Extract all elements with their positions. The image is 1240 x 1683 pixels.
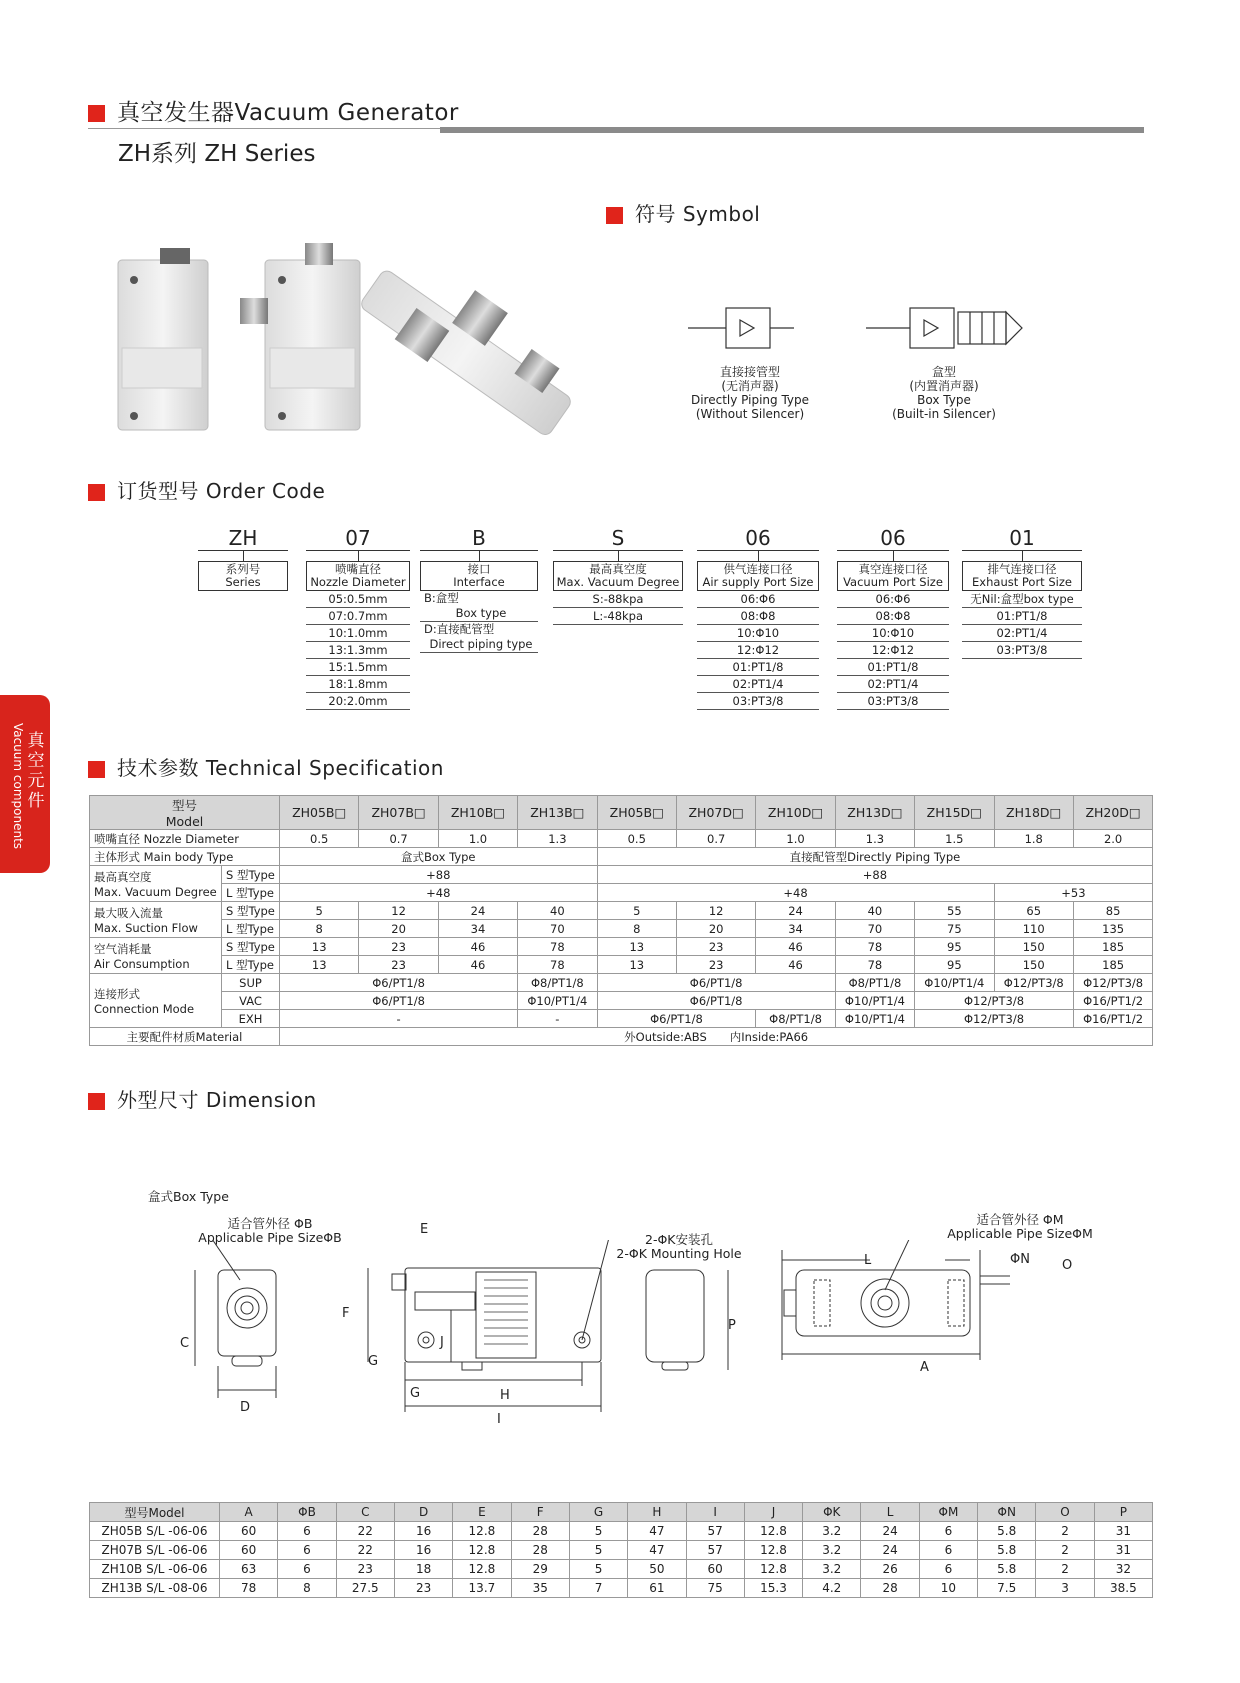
option: 06:Φ6: [697, 591, 819, 608]
option: S:-88kpa: [553, 591, 683, 608]
option: 无Nil:盒型box type: [962, 591, 1082, 608]
dim-label-d: D: [240, 1400, 251, 1415]
order-col-series: ZH 系列号 Series: [198, 525, 288, 591]
box-type-photo-2: [240, 243, 360, 430]
red-square-icon: [88, 105, 105, 122]
order-col-vacuum-degree: S 最高真空度 Max. Vacuum Degree S:-88kpa L:-48kpa: [553, 525, 683, 625]
option: 10:Φ10: [837, 625, 949, 642]
option: 02:PT1/4: [697, 676, 819, 693]
product-photos: [110, 238, 600, 438]
symbol-box-label: 盒型 (内置消声器) Box Type (Built-in Silencer): [892, 365, 996, 421]
table-row: ZH07B S/L -06-06 60 6 22 16 12.8 28 5 47 57 12.8 3.2 24 6 5.8 2 31: [90, 1541, 1153, 1560]
page-title: 真空发生器Vacuum Generator: [88, 94, 459, 127]
red-square-icon: [88, 761, 105, 778]
dim-label-g: G: [410, 1386, 421, 1401]
table-row: L 型Type 13 23 46 78 13 23 46 78 95 150 185: [90, 956, 1153, 974]
option: 07:0.7mm: [306, 608, 410, 625]
option: 10:Φ10: [697, 625, 819, 642]
option: 01:PT1/8: [837, 659, 949, 676]
order-col-exhaust-port: 01 排气连接口径 Exhaust Port Size 无Nil:盒型box type 01:PT1/8 02:PT1/4 03:PT3/8: [962, 525, 1082, 659]
table-row: ZH13B S/L -08-06 78 8 27.5 23 13.7 35 7 61 75 15.3 4.2 28 10 7.5 3 38.5: [90, 1579, 1153, 1598]
dim-label-c: C: [180, 1336, 190, 1351]
mounting-hole-label: 2-ΦK安装孔 2-ΦK Mounting Hole: [616, 1232, 742, 1261]
order-code-heading: 订货型号 Order Code: [88, 475, 325, 504]
table-row: 最大吸入流量 Max. Suction Flow S 型Type 5 12 24 40 5 12 24 40 55 65 85: [90, 902, 1153, 920]
table-row: VAC Φ6/PT1/8 Φ10/PT1/4 Φ6/PT1/8 Φ10/PT1/4 Φ12/PT3/8 Φ16/PT1/2: [90, 992, 1153, 1010]
pipe-b-label: 适合管外径 ΦB Applicable Pipe SizeΦB: [198, 1216, 342, 1245]
pipe-m-label: 适合管外径 ΦM Applicable Pipe SizeΦM: [947, 1212, 1093, 1241]
table-row: 型号Model A ΦB C D E F G H I J ΦK L ΦM ΦN O P: [90, 1503, 1153, 1522]
option: L:-48kpa: [553, 608, 683, 625]
spec-heading: 技术参数 Technical Specification: [88, 752, 444, 781]
dim-label-h: H: [500, 1388, 510, 1403]
front-view-drawing: [646, 1270, 728, 1370]
table-row: 连接形式 Connection Mode SUP Φ6/PT1/8 Φ8/PT1/8 Φ6/PT1/8 Φ8/PT1/8 Φ10/PT1/4 Φ12/PT3/8 Φ12/PT3/8: [90, 974, 1153, 992]
table-row: 空气消耗量 Air Consumption S 型Type 13 23 46 78 13 23 46 78 95 150 185: [90, 938, 1153, 956]
option: 13:1.3mm: [306, 642, 410, 659]
table-row: EXH - - Φ6/PT1/8 Φ8/PT1/8 Φ10/PT1/4 Φ12/PT3/8 Φ16/PT1/2: [90, 1010, 1153, 1028]
option: 03:PT3/8: [837, 693, 949, 710]
table-row: 喷嘴直径 Nozzle Diameter 0.5 0.7 1.0 1.3 0.5 0.7 1.0 1.3 1.5 1.8 2.0: [90, 830, 1153, 848]
order-col-vacuum-port: 06 真空连接口径 Vacuum Port Size 06:Φ6 08:Φ8 10:Φ10 12:Φ12 01:PT1/8 02:PT1/4 03:PT3/8: [837, 525, 949, 710]
symbol-direct-label: 直接接管型 (无消声器) Directly Piping Type (Without Silencer): [690, 365, 810, 421]
dim-label-i: I: [497, 1412, 501, 1427]
order-col-nozzle: 07 喷嘴直径 Nozzle Diameter 05:0.5mm 07:0.7mm 10:1.0mm 13:1.3mm 15:1.5mm 18:1.8mm 20:2.0mm: [306, 525, 410, 710]
order-col-interface: B 接口 Interface B:盒型 Box type D:直接配管型 Direct piping type: [420, 525, 538, 653]
side-view-drawing: [368, 1240, 610, 1412]
box-type-label: 盒式Box Type: [148, 1189, 229, 1204]
direct-piping-symbol: [688, 308, 794, 348]
option: 12:Φ12: [837, 642, 949, 659]
dim-label-n: ΦN: [1010, 1252, 1030, 1267]
spec-table: [89, 795, 1153, 1046]
red-square-icon: [88, 1093, 105, 1110]
dim-label-l: L: [864, 1253, 872, 1268]
side-tab: 真空元件 Vacuum components: [0, 695, 50, 873]
option: 05:0.5mm: [306, 591, 410, 608]
option: 02:PT1/4: [837, 676, 949, 693]
order-col-air-supply: 06 供气连接口径 Air supply Port Size 06:Φ6 08:Φ8 10:Φ10 12:Φ12 01:PT1/8 02:PT1/4 03:PT3/8: [697, 525, 819, 710]
dim-label-g-left: G: [368, 1354, 379, 1369]
symbol-heading: 符号 Symbol: [606, 198, 760, 227]
symbol-diagrams: [688, 300, 1088, 360]
option: 01:PT1/8: [962, 608, 1082, 625]
dim-label-j: J: [440, 1335, 444, 1350]
option: 10:1.0mm: [306, 625, 410, 642]
table-row: 型号 Model ZH05B□ ZH07B□ ZH10B□ ZH13B□ ZH05B□ ZH07D□ ZH10D□ ZH13D□ ZH15D□ ZH18D□ ZH20D□: [90, 796, 1153, 830]
table-row: ZH05B S/L -06-06 60 6 22 16 12.8 28 5 47 57 12.8 3.2 24 6 5.8 2 31: [90, 1522, 1153, 1541]
table-row: 最高真空度 Max. Vacuum Degree S 型Type +88 +88: [90, 866, 1153, 884]
dimension-table: [89, 1502, 1153, 1598]
dimension-heading: 外型尺寸 Dimension: [88, 1084, 317, 1113]
option: 12:Φ12: [697, 642, 819, 659]
option: 01:PT1/8: [697, 659, 819, 676]
table-row: ZH10B S/L -06-06 63 6 23 18 12.8 29 5 50 60 12.8 3.2 26 6 5.8 2 32: [90, 1560, 1153, 1579]
series-title: ZH系列 ZH Series: [118, 141, 316, 167]
dim-label-p: P: [728, 1318, 736, 1333]
dim-label-o: O: [1062, 1258, 1073, 1273]
box-type-photo-1: [118, 248, 208, 430]
direct-piping-type-photo: [359, 268, 574, 438]
option: 08:Φ8: [697, 608, 819, 625]
option: 06:Φ6: [837, 591, 949, 608]
red-square-icon: [88, 484, 105, 501]
table-row: L 型Type 8 20 34 70 8 20 34 70 75 110 135: [90, 920, 1153, 938]
option: 20:2.0mm: [306, 693, 410, 710]
inline-view-drawing: [782, 1240, 1010, 1360]
red-square-icon: [606, 207, 623, 224]
dim-label-f: F: [342, 1306, 350, 1321]
option: 08:Φ8: [837, 608, 949, 625]
option: 15:1.5mm: [306, 659, 410, 676]
dimension-drawings: [170, 1240, 1100, 1440]
box-type-symbol: [866, 308, 1022, 348]
dim-label-a: A: [920, 1360, 929, 1375]
option: 18:1.8mm: [306, 676, 410, 693]
option: 03:PT3/8: [697, 693, 819, 710]
table-row: 主要配件材质Material 外Outside:ABS 内Inside:PA66: [90, 1028, 1153, 1046]
option: 02:PT1/4: [962, 625, 1082, 642]
dim-label-e: E: [420, 1222, 429, 1237]
option: 03:PT3/8: [962, 642, 1082, 659]
end-view-drawing: [195, 1240, 276, 1398]
table-row: 主体形式 Main body Type 盒式Box Type 直接配管型Directly Piping Type: [90, 848, 1153, 866]
header-bar: [440, 127, 1144, 133]
table-row: L 型Type +48 +48 +53: [90, 884, 1153, 902]
